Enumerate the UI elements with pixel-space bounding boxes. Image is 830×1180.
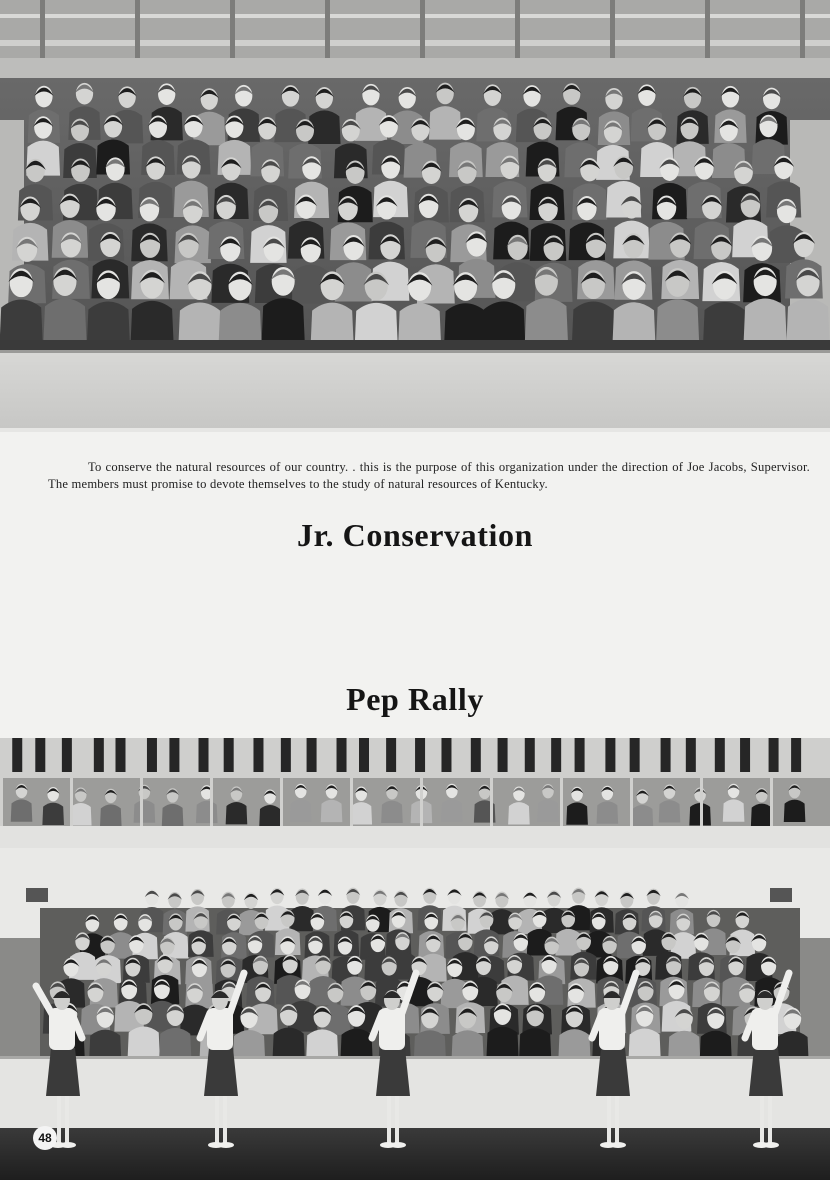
club-title: Jr. Conservation [297, 517, 533, 553]
pep-rally-image [0, 738, 830, 1180]
group-photo-image [0, 0, 830, 432]
section-title: Pep Rally [346, 681, 484, 717]
pep-rally-photo [0, 738, 830, 1180]
page-number: 48 [33, 1126, 57, 1150]
club-description: To conserve the natural resources of our country. . this is the purpose of this organization under the direction of Joe Jacobs, Supervisor. The members must promise to devote themselves to the study of natural resources of Kentucky. [48, 459, 810, 492]
group-photo [0, 0, 830, 432]
